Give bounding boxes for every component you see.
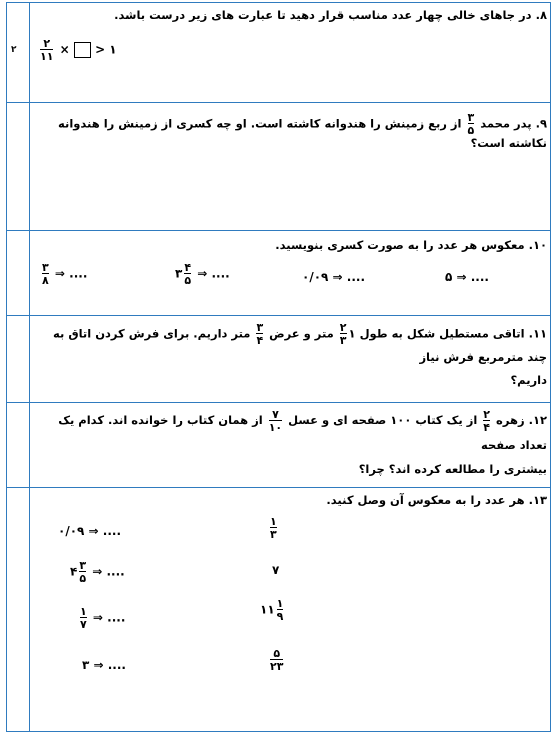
q10-item-1: $\frac{۳}{۸}$ ⇒ .... (42, 261, 88, 287)
q10-text: ۱۰. معکوس هر عدد را به صورت کسری بنویسید. (275, 238, 547, 252)
q8-blank-box[interactable] (74, 42, 91, 58)
q8-text: ۸. در جاهای خالی چهار عدد مناسب قرار دهید تا عبارت های زیر درست باشد. (114, 8, 547, 22)
q10-item-3: ۰/۰۹ ⇒ .... (302, 270, 366, 284)
q13-text: ۱۳. هر عدد را به معکوس آن وصل کنید. (326, 493, 547, 507)
q10-item-2: ۳ $\frac{۴}{۵}$ ⇒ .... (175, 261, 230, 287)
q13-left-item-3: $\frac{۱}{۷}$ ⇒ .... (80, 605, 126, 631)
q8-fraction: $\frac{۲}{۱۱}$ (40, 37, 54, 63)
row-divider (6, 402, 551, 403)
q11-text: ۱۱. اتاقی مستطیل شکل به طول ۱ $\frac{۲}{۳}$ متر و عرض $\frac{۳}{۴}$ متر داریم. برای فرش کردن اتاق به چند مترمربع فرش نیاز داریم؟ (53, 321, 547, 387)
q13-right-item-4: $\frac{۵}{۲۳}$ (270, 647, 284, 673)
q8-expression (38, 38, 117, 62)
row-divider (6, 487, 551, 488)
q13-right-item-3: ۱۱ $\frac{۱}{۹}$ (260, 597, 284, 623)
q9-text: ۹. پدر محمد $\frac{۳}{۵}$ از ربع زمینش را هندوانه کاشته است. او چه کسری از زمینش را هندوانه نکاشته است؟ (58, 111, 547, 150)
q10-item-4: ۵ ⇒ .... (445, 270, 489, 284)
q12-text: ۱۲. زهره $\frac{۲}{۴}$ از یک کتاب ۱۰۰ صفحه ای و عسل $\frac{۷}{۱۰}$ از همان کتاب را خوانده اند. کدام یک تعداد صفحه بیشتری را مطالعه کرده اند؟ چرا؟ (58, 407, 547, 476)
q9-fraction: $\frac{۳}{۵}$ (467, 111, 475, 137)
q13-left-item-2: ۴ $\frac{۳}{۵}$ ⇒ .... (70, 559, 125, 585)
q13-left-item-4: ۳ ⇒ .... (82, 658, 126, 672)
times-sign: × (59, 42, 70, 57)
row-divider (6, 230, 551, 231)
q13-left-item-1: ۰/۰۹ ⇒ .... (58, 524, 122, 538)
q13-right-item-1: $\frac{۱}{۳}$ (270, 515, 277, 541)
q8-comparison: > ۱ (95, 42, 117, 57)
score-label: ۲ (11, 45, 17, 55)
q13-right-item-2: ۷ (272, 563, 280, 577)
score-column-divider (29, 2, 30, 732)
row-divider (6, 102, 551, 103)
row-divider (6, 315, 551, 316)
